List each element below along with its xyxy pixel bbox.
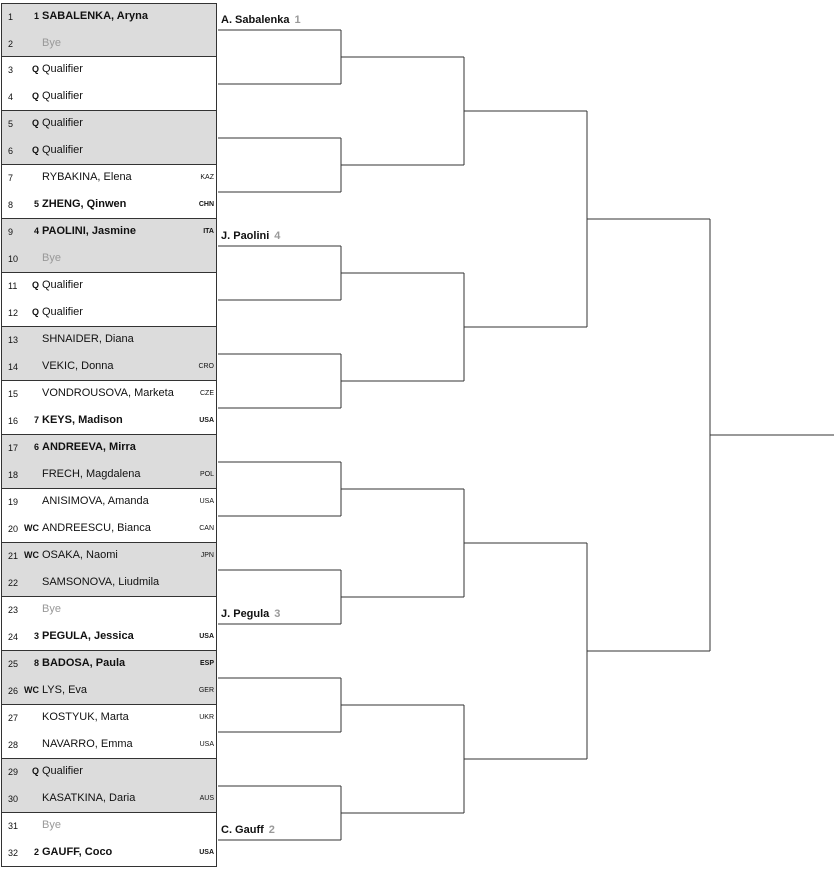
- entrant-row: [2, 705, 216, 732]
- advancer-seed: 3: [274, 608, 281, 620]
- country-code: ESP: [199, 660, 214, 667]
- draw-number: 4: [8, 92, 14, 102]
- draw-number: 31: [8, 821, 19, 831]
- draw-number: 9: [8, 227, 14, 237]
- match-pair: [1, 3, 217, 57]
- entrant-row: [2, 111, 216, 138]
- seed-or-entry: WC: [24, 685, 39, 695]
- country-code: CHN: [198, 201, 214, 208]
- country-code: GER: [198, 687, 214, 694]
- entrant-row: [2, 327, 216, 354]
- player-name: BADOSA, Paula: [42, 657, 126, 669]
- match-pair: [1, 327, 217, 381]
- player-name: Qualifier: [42, 117, 83, 129]
- draw-number: 8: [8, 200, 14, 210]
- draw-number: 24: [8, 632, 19, 642]
- entrant-row: [2, 840, 216, 867]
- draw-number: 18: [8, 470, 19, 480]
- country-code: AUS: [199, 795, 214, 802]
- seed-or-entry: 4: [33, 226, 39, 236]
- seed-or-entry: Q: [31, 118, 39, 128]
- player-name: Qualifier: [42, 279, 83, 291]
- country-code: UKR: [199, 714, 214, 721]
- entrant-row: [2, 31, 216, 58]
- draw-number: 7: [8, 173, 14, 183]
- draw-number: 20: [8, 524, 19, 534]
- player-name: NAVARRO, Emma: [42, 738, 133, 750]
- player-name: Qualifier: [42, 90, 83, 102]
- first-round-entrants: [1, 3, 217, 867]
- advancer-label: [221, 14, 301, 26]
- match-pair: [1, 165, 217, 219]
- seed-or-entry: Q: [31, 91, 39, 101]
- country-code: CAN: [199, 525, 214, 532]
- seed-or-entry: WC: [24, 523, 39, 533]
- country-code: POL: [199, 471, 214, 478]
- player-name: KEYS, Madison: [42, 414, 123, 426]
- seed-or-entry: WC: [24, 550, 39, 560]
- entrant-row: [2, 4, 216, 31]
- draw-number: 28: [8, 740, 19, 750]
- draw-number: 17: [8, 443, 19, 453]
- draw-number: 15: [8, 389, 19, 399]
- match-pair: [1, 543, 217, 597]
- country-code: USA: [199, 741, 214, 748]
- entrant-row: [2, 489, 216, 516]
- entrant-row: [2, 678, 216, 705]
- seed-or-entry: 3: [33, 631, 39, 641]
- draw-number: 23: [8, 605, 19, 615]
- seed-or-entry: Q: [31, 64, 39, 74]
- draw-number: 3: [8, 65, 14, 75]
- draw-number: 22: [8, 578, 19, 588]
- seed-or-entry: Q: [31, 280, 39, 290]
- draw-number: 29: [8, 767, 19, 777]
- player-name: SHNAIDER, Diana: [42, 333, 134, 345]
- draw-number: 11: [8, 281, 18, 291]
- seed-or-entry: Q: [31, 145, 39, 155]
- entrant-row: [2, 462, 216, 489]
- match-pair: [1, 489, 217, 543]
- seed-or-entry: 1: [33, 11, 39, 21]
- entrant-row: [2, 381, 216, 408]
- player-name: ANDREESCU, Bianca: [42, 522, 151, 534]
- player-name: ZHENG, Qinwen: [42, 198, 127, 210]
- draw-number: 19: [8, 497, 19, 507]
- player-name: OSAKA, Naomi: [42, 549, 118, 561]
- advancer-name: A. Sabalenka: [221, 14, 290, 26]
- draw-number: 12: [8, 308, 19, 318]
- entrant-row: [2, 624, 216, 651]
- player-name: Qualifier: [42, 144, 83, 156]
- country-code: USA: [199, 633, 214, 640]
- match-pair: [1, 219, 217, 273]
- country-code: ITA: [203, 228, 214, 235]
- draw-number: 21: [8, 551, 19, 561]
- country-code: JPN: [200, 552, 214, 559]
- draw-number: 13: [8, 335, 19, 345]
- advancer-seed: 1: [294, 14, 301, 26]
- match-pair: [1, 597, 217, 651]
- advancer-label: [221, 230, 280, 242]
- advancer-seed: 2: [268, 824, 275, 836]
- advancer-label: [221, 824, 275, 836]
- advancer-name: J. Pegula: [221, 608, 270, 620]
- country-code: CRO: [198, 363, 214, 370]
- entrant-row: [2, 165, 216, 192]
- entrant-row: [2, 570, 216, 597]
- seed-or-entry: 6: [33, 442, 39, 452]
- player-name: VONDROUSOVA, Marketa: [42, 387, 174, 399]
- entrant-row: [2, 651, 216, 678]
- match-pair: [1, 273, 217, 327]
- entrant-row: [2, 597, 216, 624]
- match-pair: [1, 435, 217, 489]
- player-name: Qualifier: [42, 765, 83, 777]
- player-name: VEKIC, Donna: [42, 360, 114, 372]
- entrant-row: [2, 759, 216, 786]
- entrant-row: [2, 516, 216, 543]
- entrant-row: [2, 273, 216, 300]
- advancer-name: J. Paolini: [221, 230, 270, 242]
- country-code: USA: [199, 498, 214, 505]
- seed-or-entry: 5: [33, 199, 39, 209]
- entrant-row: [2, 813, 216, 840]
- player-name: Qualifier: [42, 306, 83, 318]
- player-name: FRECH, Magdalena: [42, 468, 141, 480]
- player-name: SABALENKA, Aryna: [42, 10, 148, 22]
- entrant-row: [2, 138, 216, 165]
- draw-number: 26: [8, 686, 19, 696]
- match-pair: [1, 57, 217, 111]
- player-name: RYBAKINA, Elena: [42, 171, 132, 183]
- draw-number: 6: [8, 146, 14, 156]
- draw-number: 25: [8, 659, 19, 669]
- advancer-label: [221, 608, 280, 620]
- draw-number: 27: [8, 713, 19, 723]
- player-name: Qualifier: [42, 63, 83, 75]
- match-pair: [1, 705, 217, 759]
- player-name: SAMSONOVA, Liudmila: [42, 576, 160, 588]
- match-pair: [1, 813, 217, 867]
- seed-or-entry: Q: [31, 307, 39, 317]
- player-name: GAUFF, Coco: [42, 846, 113, 858]
- match-pair: [1, 759, 217, 813]
- draw-number: 1: [8, 12, 14, 22]
- player-name: Bye: [42, 819, 61, 831]
- advancer-name: C. Gauff: [221, 824, 264, 836]
- player-name: LYS, Eva: [42, 684, 88, 696]
- advancer-seed: 4: [274, 230, 281, 242]
- draw-number: 32: [8, 848, 19, 858]
- seed-or-entry: 8: [33, 658, 39, 668]
- draw-number: 2: [8, 39, 14, 49]
- entrant-row: [2, 57, 216, 84]
- entrant-row: [2, 192, 216, 219]
- entrant-row: [2, 84, 216, 111]
- draw-number: 14: [8, 362, 19, 372]
- entrant-row: [2, 354, 216, 381]
- draw-number: 30: [8, 794, 19, 804]
- player-name: KOSTYUK, Marta: [42, 711, 129, 723]
- entrant-row: [2, 408, 216, 435]
- player-name: ANISIMOVA, Amanda: [42, 495, 149, 507]
- player-name: KASATKINA, Daria: [42, 792, 136, 804]
- draw-number: 5: [8, 119, 14, 129]
- player-name: ANDREEVA, Mirra: [42, 441, 136, 453]
- draw-number: 16: [8, 416, 19, 426]
- entrant-row: [2, 732, 216, 759]
- player-name: PAOLINI, Jasmine: [42, 225, 136, 237]
- match-pair: [1, 651, 217, 705]
- seed-or-entry: Q: [31, 766, 39, 776]
- entrant-row: [2, 219, 216, 246]
- player-name: Bye: [42, 37, 61, 49]
- entrant-row: [2, 300, 216, 327]
- country-code: CZE: [200, 390, 214, 397]
- player-name: PEGULA, Jessica: [42, 630, 134, 642]
- match-pair: [1, 381, 217, 435]
- entrant-row: [2, 543, 216, 570]
- match-pair: [1, 111, 217, 165]
- country-code: USA: [199, 417, 214, 424]
- entrant-row: [2, 786, 216, 813]
- seed-or-entry: 2: [33, 847, 39, 857]
- country-code: USA: [199, 849, 214, 856]
- country-code: KAZ: [200, 174, 214, 181]
- seed-or-entry: 7: [33, 415, 39, 425]
- entrant-row: [2, 435, 216, 462]
- draw-number: 10: [8, 254, 19, 264]
- player-name: Bye: [42, 603, 61, 615]
- entrant-row: [2, 246, 216, 273]
- player-name: Bye: [42, 252, 61, 264]
